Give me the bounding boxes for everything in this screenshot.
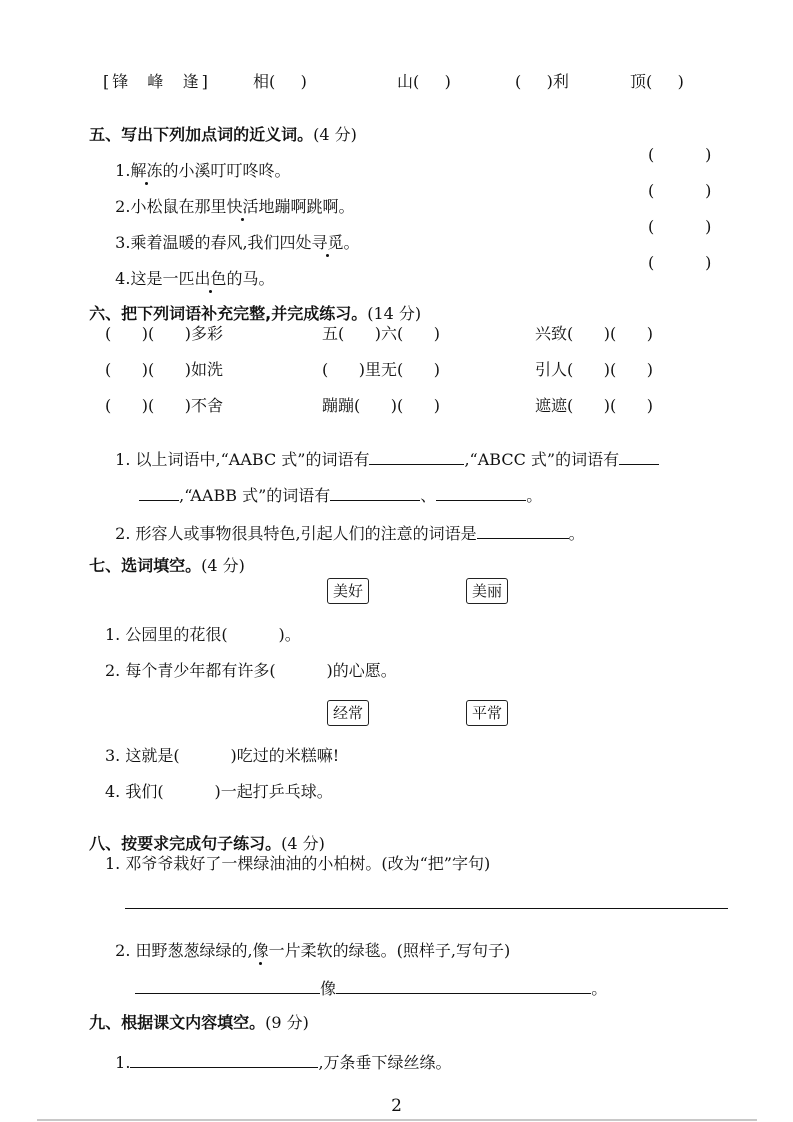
synonym-answer-2[interactable]: ( ) xyxy=(648,181,712,200)
synonym-answer-3[interactable]: ( ) xyxy=(648,217,712,236)
word-option-pingchang[interactable]: 平常 xyxy=(466,700,508,726)
recite-q1: 1. ,万条垂下绿丝绦。 xyxy=(115,1053,452,1072)
idiom-blank[interactable]: 五( )六( ) xyxy=(322,324,441,343)
section-7-heading xyxy=(78,542,245,574)
answer-blank-abcc-cont[interactable] xyxy=(139,486,179,501)
choice-item-2[interactable]: 2. 每个青少年都有许多( )的心愿。 xyxy=(105,661,397,680)
dotted-word: 快活 xyxy=(226,197,259,216)
sentence-q2-answer: 像 。 xyxy=(125,963,607,997)
dotted-word: 寻觅 xyxy=(311,233,344,252)
answer-blank-aabb-2[interactable] xyxy=(436,486,526,501)
idiom-blank[interactable]: 引人( )( ) xyxy=(535,360,654,379)
section-9-title: 九、根据课文内容填空。 xyxy=(89,1013,266,1032)
dotted-word: 出色 xyxy=(194,269,227,288)
answer-blank-aabc[interactable] xyxy=(369,450,464,465)
idiom-blank[interactable]: ( )里无( ) xyxy=(322,360,441,379)
synonym-item-1: 1.解冻的小溪叮叮咚咚。 xyxy=(115,161,291,180)
idiom-blank[interactable]: ( )( )如洗 xyxy=(105,360,224,379)
idiom-blank[interactable]: 蹦蹦( )( ) xyxy=(322,396,441,415)
sentence-q2: 2. 田野葱葱绿绿的,像一片柔软的绿毯。(照样子,写句子) xyxy=(115,941,511,960)
section-7-title: 七、选词填空。 xyxy=(89,556,202,575)
synonym-answer-4[interactable]: ( ) xyxy=(648,253,712,272)
synonym-answer-1[interactable]: ( ) xyxy=(648,145,712,164)
section-6-q2: 2. 形容人或事物很具特色,引起人们的注意的词语是 。 xyxy=(115,524,585,543)
fill-blank-ding[interactable]: 顶( ) xyxy=(630,72,684,91)
section-8-title: 八、按要求完成句子练习。 xyxy=(89,834,282,853)
answer-blank-q2-subject[interactable] xyxy=(135,979,320,994)
section-8-heading xyxy=(78,820,325,852)
section-6-heading xyxy=(78,290,421,322)
word-option-jingchang[interactable]: 经常 xyxy=(327,700,369,726)
fill-blank-xiang[interactable]: 相( ) xyxy=(253,72,307,91)
choice-item-4[interactable]: 4. 我们( )一起打乒乓球。 xyxy=(105,782,333,801)
answer-blank-abcc[interactable] xyxy=(619,450,659,465)
footer-divider xyxy=(37,1119,757,1121)
idiom-blank[interactable]: 遮遮( )( ) xyxy=(535,396,654,415)
answer-blank-aabb-1[interactable] xyxy=(330,486,420,501)
fill-blank-shan[interactable]: 山( ) xyxy=(397,72,451,91)
answer-blank-q2[interactable] xyxy=(477,524,569,539)
page-number: 2 xyxy=(391,1096,402,1116)
idiom-blank[interactable]: ( )( )不舍 xyxy=(105,396,224,415)
section-8-points: (4 分) xyxy=(281,834,325,853)
synonym-item-3: 3.乘着温暖的春风,我们四处寻觅。 xyxy=(115,233,360,252)
fill-blank-li[interactable]: ( )利 xyxy=(515,72,569,91)
dotted-word: 像 xyxy=(252,941,269,960)
section-6-title: 六、把下列词语补充完整,并完成练习。 xyxy=(89,304,368,323)
synonym-item-4: 4.这是一匹出色的马。 xyxy=(115,269,275,288)
section-6-points: (14 分) xyxy=(367,304,422,323)
choice-item-1[interactable]: 1. 公园里的花很( )。 xyxy=(105,625,301,644)
idiom-blank[interactable]: ( )( )多彩 xyxy=(105,324,224,343)
sentence-q1: 1. 邓爷爷栽好了一棵绿油油的小柏树。(改为“把”字句) xyxy=(105,854,491,873)
section-9-heading xyxy=(78,999,309,1031)
idiom-blank[interactable]: 兴致( )( ) xyxy=(535,324,654,343)
section-5-title: 五、写出下列加点词的近义词。 xyxy=(89,125,314,144)
answer-line-q1[interactable] xyxy=(125,908,728,909)
word-choice-group: [锋 峰 逢] xyxy=(103,72,211,91)
word-option-meili[interactable]: 美丽 xyxy=(466,578,508,604)
dotted-word: 解冻 xyxy=(130,161,163,180)
section-7-points: (4 分) xyxy=(201,556,245,575)
section-6-q1-line2: ,“AABB 式”的词语有 、 。 xyxy=(129,470,542,504)
choice-item-3[interactable]: 3. 这就是( )吃过的米糕嘛! xyxy=(105,746,340,765)
section-5-points: (4 分) xyxy=(313,125,357,144)
section-5-heading xyxy=(78,111,357,143)
answer-blank-q2-object[interactable] xyxy=(336,979,591,994)
word-option-meihao[interactable]: 美好 xyxy=(327,578,369,604)
section-9-points: (9 分) xyxy=(265,1013,309,1032)
section-6-q1-line1: 1. 以上词语中,“AABC 式”的词语有 ,“ABCC 式”的词语有 xyxy=(105,434,659,468)
answer-blank-recite[interactable] xyxy=(130,1053,318,1068)
synonym-item-2: 2.小松鼠在那里快活地蹦啊跳啊。 xyxy=(115,197,355,216)
